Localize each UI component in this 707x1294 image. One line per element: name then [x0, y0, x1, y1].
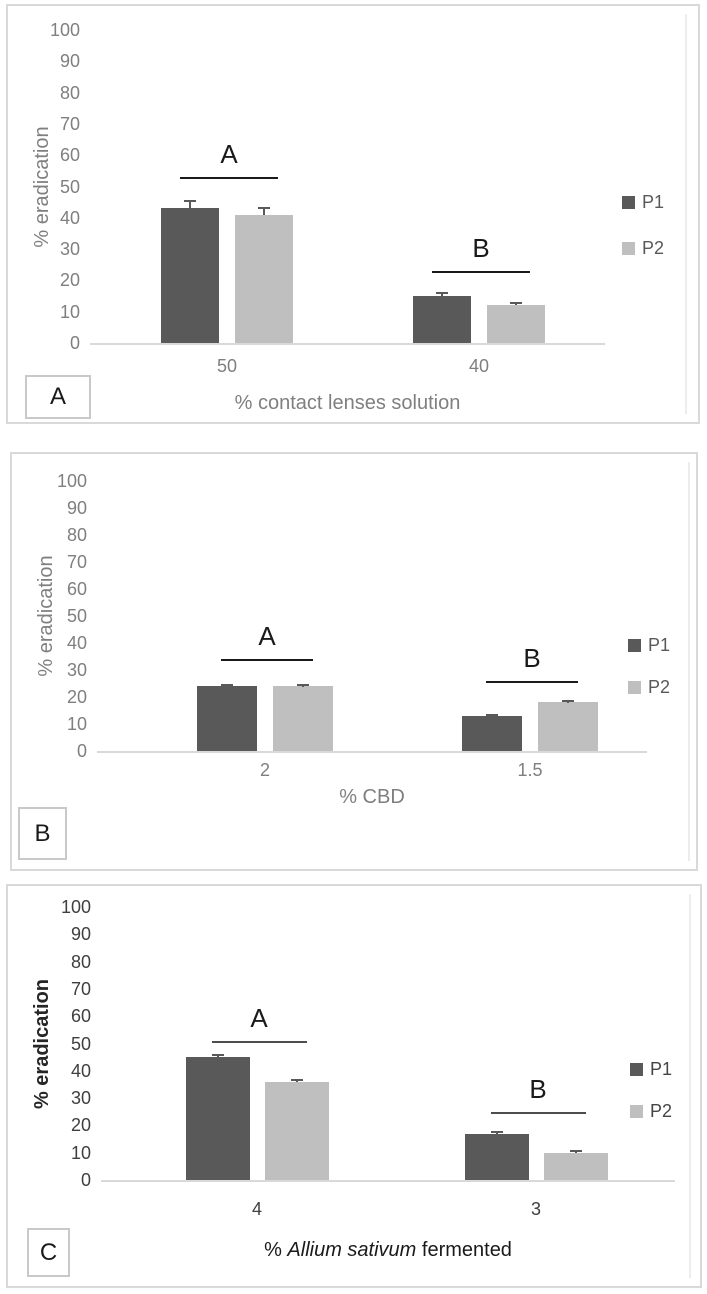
bar-p2-group2	[538, 702, 598, 751]
x-axis-tick-label: 40	[468, 356, 490, 376]
legend-item-p2	[622, 238, 664, 259]
y-axis-tick-label: 20	[66, 687, 87, 707]
legend-label-p2: P2	[648, 677, 671, 697]
x-axis-line	[90, 343, 605, 345]
bar-p2-group1	[235, 215, 293, 343]
x-axis-title-species-italic: Allium sativum	[287, 1239, 417, 1261]
significance-line-a	[180, 177, 278, 179]
legend-swatch-p2	[628, 681, 641, 694]
legend-swatch-p1	[630, 1063, 643, 1076]
x-axis-title-text: %	[264, 1239, 288, 1261]
bar-p1-group1	[161, 208, 219, 343]
significance-line-a	[221, 659, 313, 661]
significance-line-b	[432, 271, 530, 273]
y-axis-tick-label: 90	[70, 924, 91, 945]
error-bar-stem	[189, 201, 191, 209]
bar-p1-group2	[462, 716, 522, 751]
y-axis-tick-label: 50	[59, 176, 80, 197]
y-axis-tick-label: 80	[66, 525, 87, 545]
significance-letter-a: A	[250, 1002, 268, 1033]
legend-label-p1: P1	[642, 192, 665, 212]
x-axis-title	[101, 1239, 675, 1262]
y-axis-tick-label: 10	[70, 1142, 91, 1163]
y-axis-tick-label: 20	[70, 1115, 91, 1136]
y-axis-tick-label: 0	[80, 1170, 91, 1190]
error-bar-cap	[436, 292, 448, 294]
chart-area-right-edge	[685, 14, 687, 414]
y-axis-tick-label: 100	[56, 471, 87, 491]
error-bar-cap	[486, 714, 498, 716]
error-bar-cap	[491, 1131, 503, 1133]
y-axis-tick-label: 90	[66, 498, 87, 518]
error-bar-cap	[291, 1079, 303, 1081]
y-axis-tick-label: 0	[69, 333, 80, 353]
x-axis-tick-label: 50	[216, 356, 238, 376]
significance-line-b	[486, 681, 578, 683]
bar-p2-group2	[544, 1153, 608, 1180]
y-axis-tick-label: 10	[59, 301, 80, 322]
legend-label-p1: P1	[650, 1059, 673, 1079]
y-axis-tick-label: 10	[66, 714, 87, 734]
chart-panel-a	[6, 4, 700, 424]
legend-swatch-p1	[628, 639, 641, 652]
legend-swatch-p2	[622, 242, 635, 255]
legend-swatch-p2	[630, 1105, 643, 1118]
bar-p2-group1	[265, 1082, 329, 1180]
chart-area-right-edge	[688, 462, 690, 861]
error-bar-cap	[212, 1054, 224, 1056]
y-axis-tick-label: 40	[66, 633, 87, 653]
panel-label-box-a: A	[25, 375, 91, 419]
y-axis-tick-label: 90	[59, 51, 80, 72]
y-axis-tick-label: 60	[70, 1006, 91, 1027]
y-axis-tick-label: 40	[70, 1060, 91, 1081]
y-axis-tick-label: 30	[59, 239, 80, 260]
x-axis-title	[90, 392, 605, 415]
error-bar-cap	[221, 684, 233, 686]
significance-letter-b: B	[472, 233, 490, 263]
panel-label-box-b: B	[18, 807, 67, 860]
x-axis-line	[97, 751, 647, 753]
x-axis-title-text: fermented	[416, 1239, 512, 1261]
y-axis-tick-label: 30	[70, 1088, 91, 1109]
x-axis-title	[97, 786, 647, 809]
bar-p1-group1	[197, 686, 257, 751]
significance-letter-b: B	[523, 642, 541, 673]
y-axis-tick-label: 70	[59, 113, 80, 134]
x-axis-tick-label: 3	[530, 1199, 541, 1219]
x-axis-line	[101, 1180, 675, 1182]
significance-line-a	[212, 1041, 307, 1043]
significance-letter-b: B	[529, 1073, 547, 1104]
y-axis-tick-label: 50	[70, 1033, 91, 1054]
y-axis-tick-label: 20	[59, 270, 80, 291]
bar-p1-group2	[465, 1134, 529, 1180]
legend-label-p1: P1	[648, 635, 671, 655]
error-bar-cap	[184, 200, 196, 202]
legend-item-p2	[630, 1101, 672, 1122]
y-axis-tick-label: 0	[76, 741, 87, 761]
chart-area-right-edge	[689, 894, 691, 1278]
y-axis-tick-label: 100	[60, 897, 91, 917]
y-axis-tick-label: 50	[66, 606, 87, 626]
y-axis-tick-label: 60	[59, 145, 80, 166]
error-bar-cap	[562, 700, 574, 702]
error-bar-cap	[297, 684, 309, 686]
y-axis-tick-label: 100	[49, 20, 80, 40]
y-axis-tick-label: 40	[59, 207, 80, 228]
legend-swatch-p1	[622, 196, 635, 209]
chart-panel-b	[10, 452, 698, 871]
error-bar-cap	[510, 302, 522, 304]
y-axis-title: % eradication	[34, 555, 57, 677]
bar-p2-group1	[273, 686, 333, 751]
panel-label-box-c: C	[27, 1228, 70, 1277]
bar-p1-group2	[413, 296, 471, 343]
x-axis-tick-label: 1.5	[517, 760, 543, 780]
legend-item-p1	[628, 635, 670, 656]
error-bar-cap	[258, 207, 270, 209]
x-axis-tick-label: 4	[251, 1199, 262, 1219]
legend-item-p2	[628, 677, 670, 698]
error-bar-cap	[570, 1150, 582, 1152]
x-axis-title-text: % CBD	[339, 786, 405, 808]
x-axis-tick-label: 2	[259, 760, 270, 780]
y-axis-title: % eradication	[30, 125, 53, 248]
significance-letter-a: A	[258, 621, 276, 652]
legend-label-p2: P2	[650, 1101, 673, 1121]
legend-label-p2: P2	[642, 238, 665, 258]
y-axis-tick-label: 30	[66, 660, 87, 680]
y-axis-title: % eradication	[30, 978, 53, 1109]
y-axis-tick-label: 80	[59, 82, 80, 103]
bar-p1-group1	[186, 1057, 250, 1180]
y-axis-tick-label: 70	[70, 978, 91, 999]
legend-item-p1	[622, 192, 664, 213]
significance-line-b	[491, 1112, 586, 1114]
chart-panel-c	[6, 884, 702, 1288]
y-axis-tick-label: 60	[66, 579, 87, 599]
bar-p2-group2	[487, 305, 545, 343]
y-axis-tick-label: 70	[66, 552, 87, 572]
x-axis-title-text: % contact lenses solution	[234, 392, 461, 414]
significance-letter-a: A	[220, 139, 238, 170]
y-axis-tick-label: 80	[70, 951, 91, 972]
legend-item-p1	[630, 1059, 672, 1080]
